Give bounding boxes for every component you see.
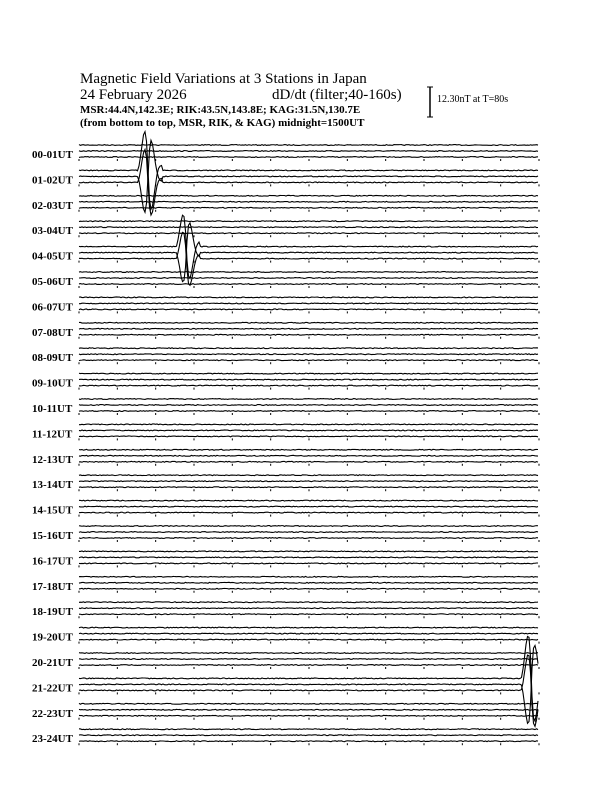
trace-rik — [79, 709, 538, 710]
trace-rik — [79, 151, 538, 152]
trace-msr — [79, 461, 538, 462]
trace-rik — [79, 532, 538, 533]
row-label: 17-18UT — [32, 580, 73, 593]
trace-kag — [79, 449, 538, 450]
row-label: 14-15UT — [32, 504, 73, 517]
trace-rik — [79, 582, 538, 583]
trace-rik — [79, 646, 538, 724]
trace-rik — [79, 354, 538, 355]
trace-kag — [79, 576, 538, 577]
trace-kag — [79, 145, 538, 146]
trace-kag — [79, 551, 538, 552]
trace-rik — [79, 430, 538, 431]
trace-rik — [79, 735, 538, 736]
trace-msr — [79, 436, 538, 437]
row-label: 16-17UT — [32, 555, 73, 568]
row-label: 08-09UT — [32, 352, 73, 365]
chart-date: 24 February 2026 — [80, 87, 187, 103]
trace-rik — [79, 506, 538, 507]
row-label: 10-11UT — [32, 403, 73, 415]
trace-msr — [79, 233, 538, 234]
trace-msr — [79, 512, 538, 513]
row-label: 15-16UT — [32, 530, 73, 542]
trace-msr — [79, 207, 538, 208]
scale-bar — [427, 87, 433, 117]
row-label: 13-14UT — [32, 479, 73, 492]
trace-kag — [79, 637, 538, 722]
trace-msr — [79, 538, 538, 539]
scale-label: 12.30nT at T=80s — [437, 94, 509, 105]
trace-rik — [79, 227, 538, 228]
trace-rik — [79, 303, 538, 304]
trace-msr — [79, 741, 538, 742]
trace-kag — [79, 602, 538, 603]
trace-rik — [79, 328, 538, 329]
trace-msr — [79, 309, 538, 310]
row-label: 07-08UT — [32, 326, 73, 339]
row-label: 05-06UT — [32, 276, 73, 288]
row-label: 02-03UT — [32, 199, 73, 212]
trace-kag — [79, 703, 538, 704]
chart-method: dD/dt (filter;40-160s) — [272, 87, 402, 103]
trace-msr — [79, 614, 538, 615]
trace-kag — [79, 272, 538, 273]
trace-msr — [79, 360, 538, 361]
trace-rik — [79, 223, 538, 282]
trace-kag — [79, 215, 538, 278]
row-label: 22-23UT — [32, 707, 73, 720]
trace-msr — [79, 563, 538, 564]
trace-msr — [79, 715, 538, 716]
row-label: 01-02UT — [32, 174, 73, 187]
trace-kag — [79, 297, 538, 298]
row-label: 18-19UT — [32, 606, 73, 619]
station-coords: MSR:44.4N,142.3E; RIK:43.5N,143.8E; KAG:31.5N,130.7E — [80, 104, 361, 116]
row-label: 04-05UT — [32, 250, 73, 263]
trace-kag — [79, 399, 538, 400]
trace-kag — [79, 373, 538, 374]
trace-rik — [79, 608, 538, 609]
trace-msr — [79, 334, 538, 335]
trace-msr — [79, 665, 538, 666]
trace-kag — [79, 221, 538, 222]
trace-kag — [79, 475, 538, 476]
trace-msr — [79, 385, 538, 386]
chart-title: Magnetic Field Variations at 3 Stations in Japan — [80, 71, 367, 87]
trace-kag — [79, 627, 538, 628]
trace-kag — [79, 653, 538, 654]
trace-kag — [79, 526, 538, 527]
row-label: 12-13UT — [32, 453, 73, 466]
row-label: 09-10UT — [32, 377, 73, 390]
row-label: 19-20UT — [32, 631, 73, 644]
trace-rik — [79, 633, 538, 634]
row-label: 20-21UT — [32, 657, 73, 669]
trace-group — [79, 132, 538, 742]
trace-rik — [79, 278, 538, 279]
trace-rik — [79, 405, 538, 406]
row-label: 21-22UT — [32, 682, 73, 695]
trace-msr — [79, 284, 538, 285]
row-label-group — [32, 149, 74, 745]
trace-msr — [79, 487, 538, 488]
trace-rik — [79, 201, 538, 202]
trace-kag — [79, 322, 538, 323]
trace-msr — [79, 411, 538, 412]
trace-rik — [79, 557, 538, 558]
trace-kag — [79, 500, 538, 501]
trace-msr — [79, 588, 538, 589]
trace-kag — [79, 424, 538, 425]
trace-kag — [79, 729, 538, 730]
row-label: 11-12UT — [32, 428, 73, 441]
trace-msr — [79, 639, 538, 640]
trace-rik — [79, 481, 538, 482]
row-label: 00-01UT — [32, 149, 73, 161]
trace-rik — [79, 379, 538, 380]
row-label: 03-04UT — [32, 225, 73, 238]
trace-rik — [79, 659, 538, 660]
row-label: 23-24UT — [32, 733, 73, 746]
trace-kag — [79, 348, 538, 349]
trace-kag — [79, 195, 538, 196]
row-label: 06-07UT — [32, 301, 73, 314]
trace-rik — [79, 455, 538, 456]
station-order: (from bottom to top, MSR, RIK, & KAG) midnight=1500UT — [80, 117, 365, 129]
